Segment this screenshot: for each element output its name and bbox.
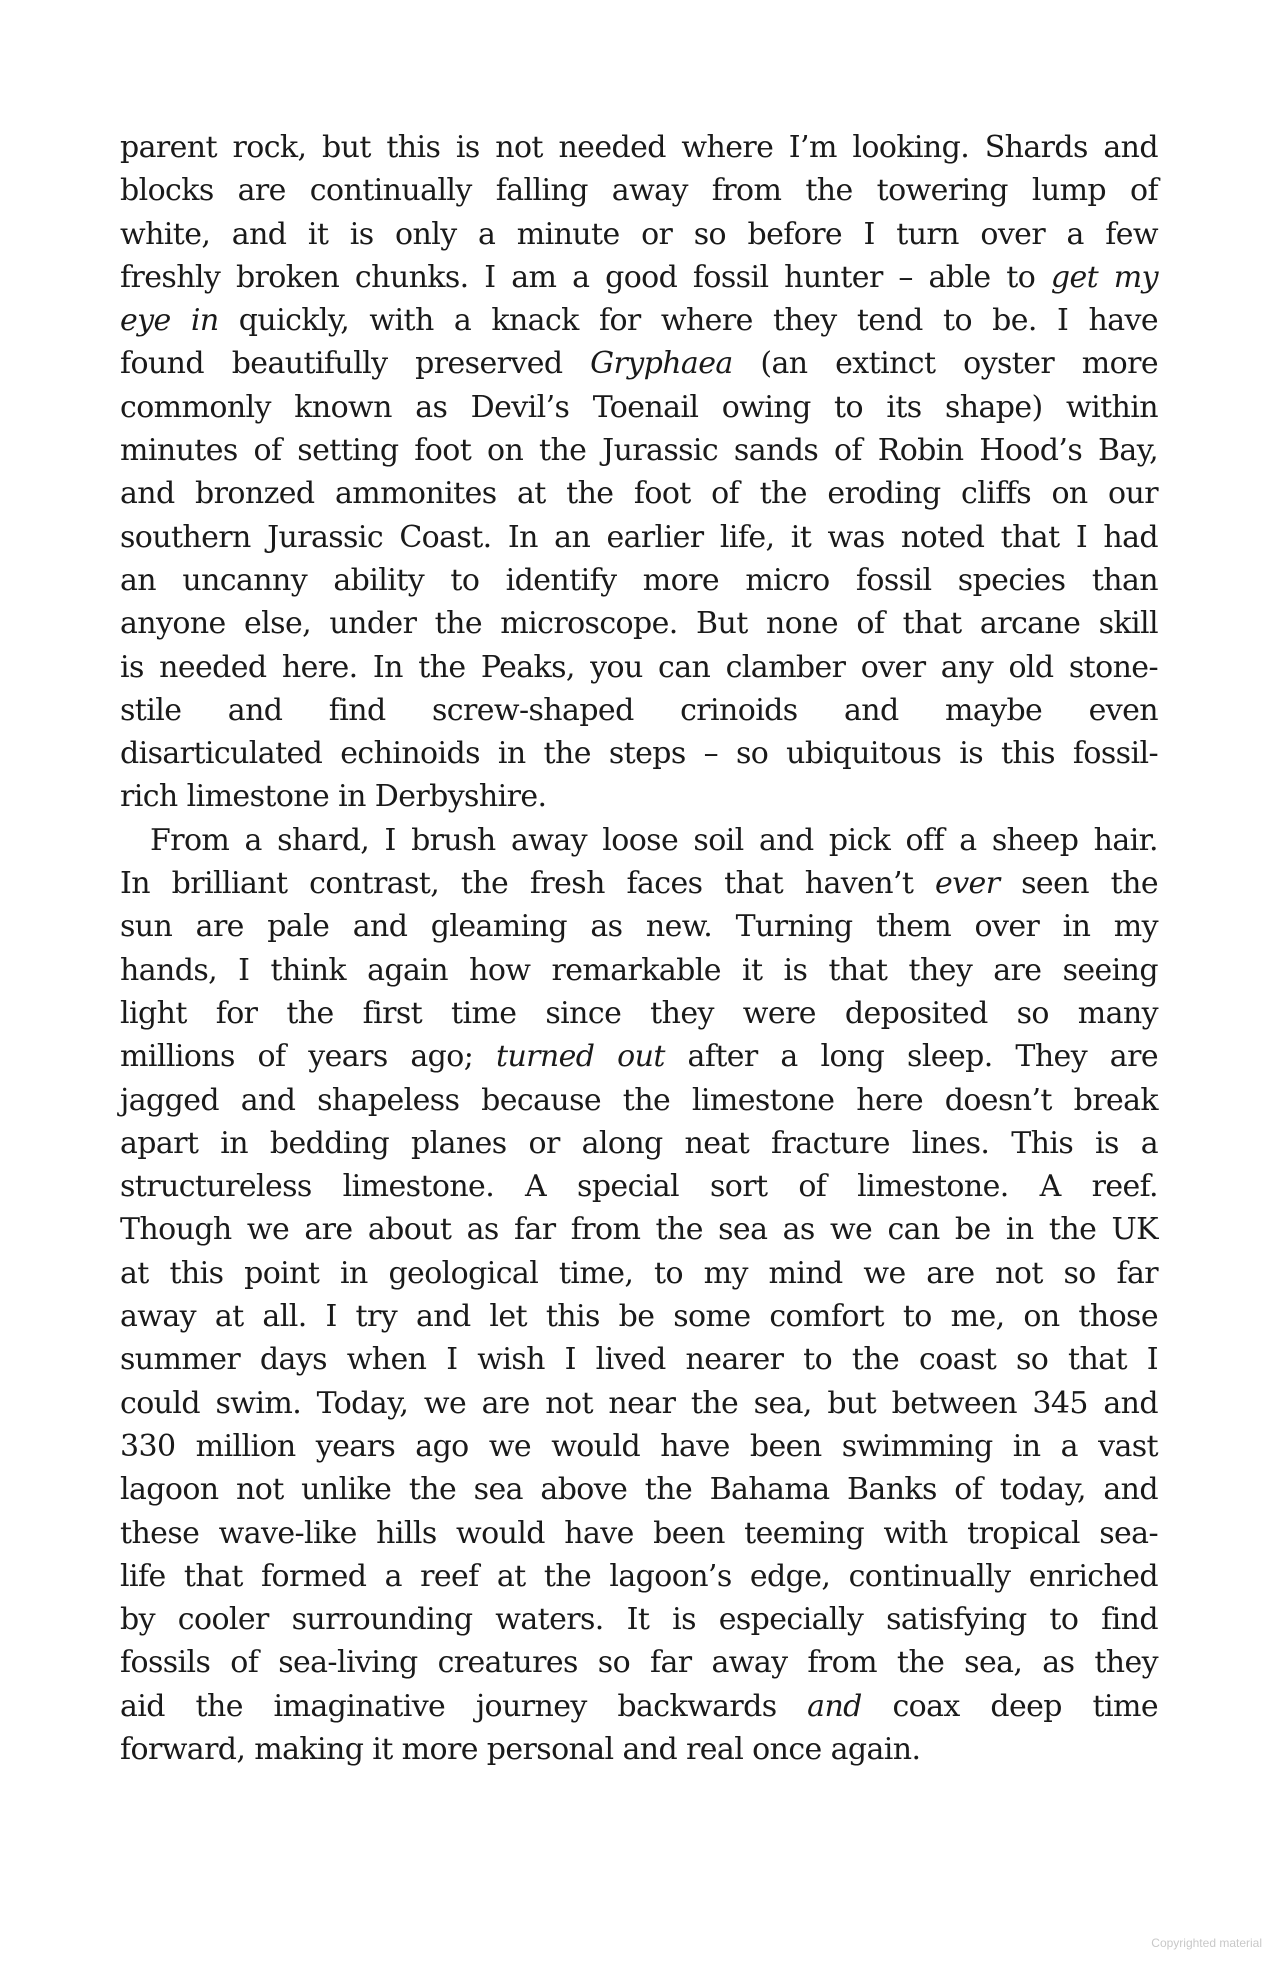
text-run: aid the imaginative journey backwards bbox=[120, 1688, 808, 1724]
text-line bbox=[120, 689, 1158, 732]
text-run: life that formed a reef at the lagoon’s edge, continually enriched bbox=[120, 1558, 1158, 1594]
text-run: an uncanny ability to identify more micro fossil species than bbox=[120, 562, 1158, 598]
text-line bbox=[120, 1598, 1158, 1641]
text-run: blocks are continually falling away from the towering lump of bbox=[120, 173, 1158, 209]
text-line bbox=[120, 126, 1158, 169]
text-run: anyone else, under the microscope. But none of that arcane skill bbox=[120, 606, 1158, 642]
text-run: freshly broken chunks. I am a good fossil hunter – able to bbox=[120, 259, 1051, 295]
text-line bbox=[120, 1035, 1158, 1078]
text-run: at this point in geological time, to my mind we are not so far bbox=[120, 1255, 1158, 1291]
text-run: found beautifully preserved bbox=[120, 346, 591, 382]
text-line bbox=[120, 1512, 1158, 1555]
italic-text: get my bbox=[1050, 259, 1158, 295]
italic-text: ever bbox=[935, 866, 1000, 902]
text-run: structureless limestone. A special sort of limestone. A reef. bbox=[120, 1169, 1158, 1205]
text-run: quickly, with a knack for where they tend to be. I have bbox=[218, 303, 1158, 339]
text-run: millions of years ago; bbox=[120, 1039, 496, 1075]
text-run: seen the bbox=[999, 866, 1158, 902]
text-line bbox=[120, 1382, 1158, 1425]
text-run: (an extinct oyster more bbox=[732, 346, 1158, 382]
text-run: jagged and shapeless because the limestone here doesn’t break bbox=[120, 1082, 1158, 1118]
text-line bbox=[120, 429, 1158, 472]
paragraph bbox=[120, 819, 1158, 1772]
text-run: 330 million years ago we would have been swimming in a vast bbox=[120, 1428, 1158, 1464]
text-run: In brilliant contrast, the fresh faces that haven’t bbox=[120, 866, 936, 902]
text-run: is needed here. In the Peaks, you can clamber over any old stone- bbox=[120, 649, 1158, 685]
text-line bbox=[120, 342, 1158, 385]
text-run: southern Jurassic Coast. In an earlier life, it was noted that I had bbox=[120, 519, 1158, 555]
text-run: apart in bedding planes or along neat fracture lines. This is a bbox=[120, 1125, 1158, 1161]
text-run: rich limestone in Derbyshire. bbox=[120, 779, 547, 815]
text-run: minutes of setting foot on the Jurassic sands of Robin Hood’s Bay, bbox=[120, 433, 1158, 469]
text-line bbox=[120, 386, 1158, 429]
text-line bbox=[120, 1425, 1158, 1468]
text-line bbox=[120, 819, 1158, 862]
text-line bbox=[120, 905, 1158, 948]
copyright-watermark: Copyrighted material bbox=[1151, 1936, 1262, 1950]
text-run: disarticulated echinoids in the steps – so ubiquitous is this fossil- bbox=[120, 736, 1158, 772]
text-line bbox=[120, 169, 1158, 212]
text-run: and bronzed ammonites at the foot of the eroding cliffs on our bbox=[120, 476, 1158, 512]
text-line bbox=[120, 516, 1158, 559]
text-run: by cooler surrounding waters. It is especially satisfying to find bbox=[120, 1602, 1158, 1638]
text-run: away at all. I try and let this be some comfort to me, on those bbox=[120, 1299, 1158, 1335]
text-run: after a long sleep. They are bbox=[664, 1039, 1158, 1075]
text-line bbox=[120, 1468, 1158, 1511]
text-run: From a shard, I brush away loose soil and pick off a sheep hair. bbox=[150, 822, 1158, 858]
text-line bbox=[120, 1555, 1158, 1598]
text-line bbox=[120, 862, 1158, 905]
text-line bbox=[120, 1338, 1158, 1381]
text-line bbox=[120, 1295, 1158, 1338]
text-line bbox=[120, 256, 1158, 299]
italic-text: eye in bbox=[120, 303, 219, 339]
text-run: hands, I think again how remarkable it is that they are seeing bbox=[120, 952, 1158, 988]
text-line bbox=[120, 949, 1158, 992]
text-run: parent rock, but this is not needed where I’m looking. Shards and bbox=[120, 130, 1158, 165]
text-line bbox=[120, 213, 1158, 256]
text-line bbox=[120, 1252, 1158, 1295]
text-line bbox=[120, 732, 1158, 775]
paragraph bbox=[120, 126, 1158, 819]
book-page-body bbox=[120, 126, 1158, 1771]
text-run: fossils of sea-living creatures so far away from the sea, as they bbox=[120, 1645, 1158, 1681]
text-line bbox=[120, 992, 1158, 1035]
text-run: summer days when I wish I lived nearer to the coast so that I bbox=[120, 1342, 1158, 1378]
italic-text: Gryphaea bbox=[590, 346, 733, 382]
text-run: light for the first time since they were deposited so many bbox=[120, 995, 1158, 1031]
text-run: Though we are about as far from the sea as we can be in the UK bbox=[120, 1212, 1158, 1248]
italic-text: and bbox=[807, 1688, 862, 1724]
text-run: white, and it is only a minute or so before I turn over a few bbox=[120, 216, 1158, 252]
text-run: commonly known as Devil’s Toenail owing to its shape) within bbox=[120, 389, 1158, 425]
text-line bbox=[120, 299, 1158, 342]
text-line bbox=[120, 472, 1158, 515]
text-run: stile and find screw-shaped crinoids and maybe even bbox=[120, 692, 1158, 728]
text-run: these wave-like hills would have been teeming with tropical sea- bbox=[120, 1515, 1158, 1551]
text-run: lagoon not unlike the sea above the Bahama Banks of today, and bbox=[120, 1472, 1158, 1508]
italic-text: turned out bbox=[495, 1039, 665, 1075]
text-line bbox=[120, 559, 1158, 602]
text-line bbox=[120, 1079, 1158, 1122]
text-line bbox=[120, 775, 1158, 818]
text-run: could swim. Today, we are not near the sea, but between 345 and bbox=[120, 1385, 1158, 1421]
text-line bbox=[120, 646, 1158, 689]
text-line bbox=[120, 1728, 1158, 1771]
text-line bbox=[120, 1208, 1158, 1251]
text-run: forward, making it more personal and real once again. bbox=[120, 1731, 921, 1767]
text-line bbox=[120, 1685, 1158, 1728]
text-line bbox=[120, 1165, 1158, 1208]
text-line bbox=[120, 602, 1158, 645]
text-run: sun are pale and gleaming as new. Turning them over in my bbox=[120, 909, 1158, 945]
text-line bbox=[120, 1122, 1158, 1165]
text-line bbox=[120, 1641, 1158, 1684]
text-run: coax deep time bbox=[861, 1688, 1158, 1724]
